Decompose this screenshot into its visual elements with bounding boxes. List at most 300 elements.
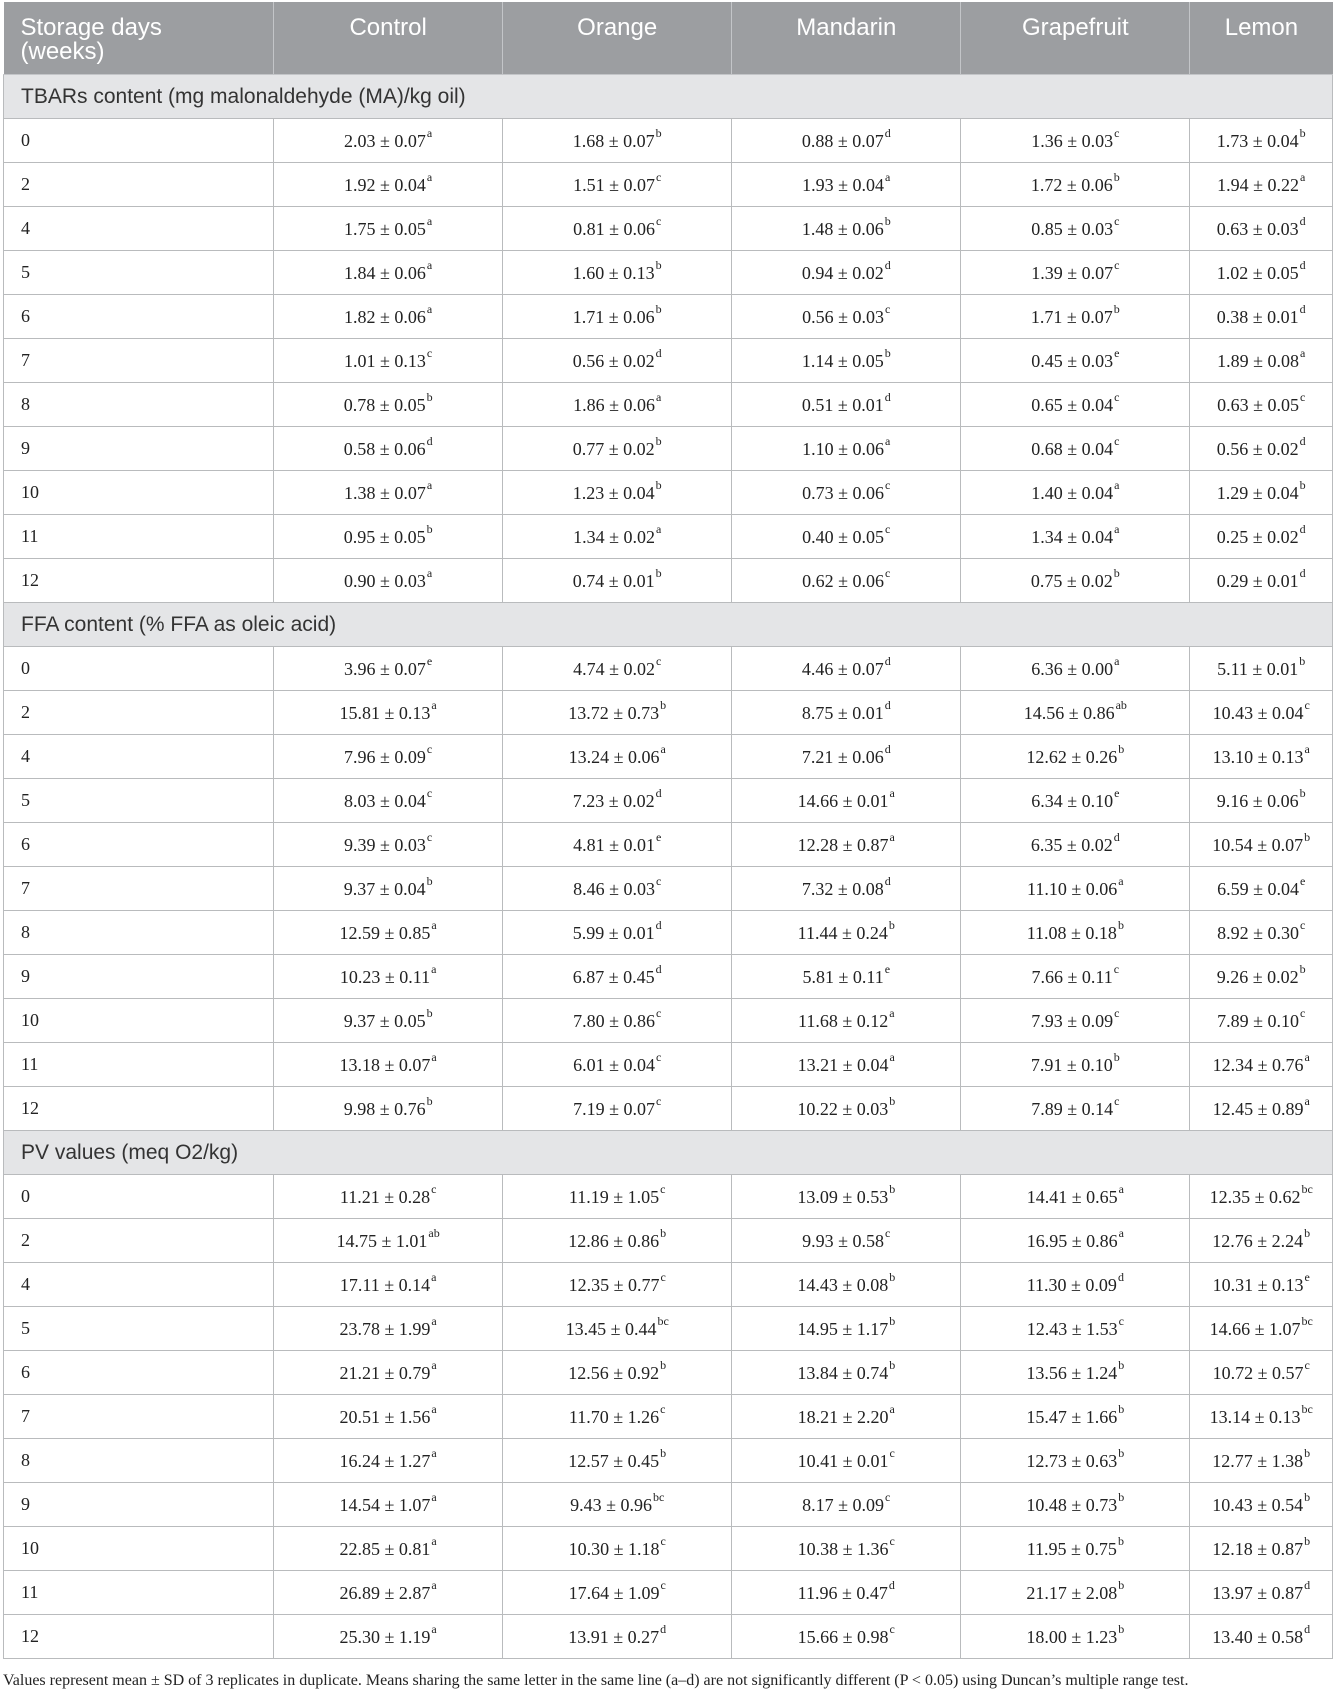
- significance-letter: a: [1118, 874, 1124, 888]
- storage-week-cell: 10: [4, 471, 274, 515]
- significance-letter: a: [1114, 478, 1120, 492]
- significance-letter: c: [1114, 126, 1120, 140]
- storage-week-cell: 8: [4, 911, 274, 955]
- mean-sd-value: 8.75 ± 0.01: [801, 703, 884, 723]
- storage-week-cell: 7: [4, 1395, 274, 1439]
- significance-letter: b: [655, 478, 662, 492]
- value-cell: [961, 207, 1190, 251]
- mean-sd-value: 0.63 ± 0.05: [1217, 395, 1299, 415]
- significance-letter: c: [1118, 1314, 1124, 1328]
- mean-sd-value: 0.25 ± 0.02: [1216, 527, 1299, 547]
- significance-letter: a: [1299, 170, 1306, 184]
- value-cell: [732, 1615, 961, 1659]
- mean-sd-value: 13.97 ± 0.87: [1212, 1583, 1304, 1603]
- significance-letter: a: [655, 522, 662, 536]
- mean-sd-value: 11.44 ± 0.24: [797, 923, 888, 943]
- value-cell: [1190, 207, 1333, 251]
- significance-letter: b: [426, 1094, 433, 1108]
- mean-sd-value: 26.89 ± 2.87: [339, 1583, 431, 1603]
- value-cell: [1190, 119, 1333, 163]
- significance-letter: d: [884, 258, 891, 272]
- mean-sd-value: 1.48 ± 0.06: [801, 219, 884, 239]
- significance-letter: b: [1117, 1534, 1124, 1548]
- significance-letter: a: [431, 1446, 437, 1460]
- section-title: TBARs content (mg malonaldehyde (MA)/kg oil): [4, 75, 1333, 119]
- mean-sd-value: 22.85 ± 0.81: [339, 1539, 431, 1559]
- mean-sd-value: 0.51 ± 0.01: [801, 395, 884, 415]
- value-cell: [1190, 823, 1333, 867]
- mean-sd-value: 1.60 ± 0.13: [572, 263, 655, 283]
- mean-sd-value: 0.81 ± 0.06: [573, 219, 655, 239]
- data-table: [3, 2, 1333, 1659]
- significance-letter: c: [1299, 1006, 1306, 1020]
- storage-week-cell: 6: [4, 295, 274, 339]
- mean-sd-value: 1.84 ± 0.06: [344, 263, 426, 283]
- mean-sd-value: 10.38 ± 1.36: [797, 1539, 889, 1559]
- significance-letter: b: [1118, 1402, 1125, 1416]
- value-cell: [732, 383, 961, 427]
- table-row: [4, 163, 1333, 207]
- mean-sd-value: 12.43 ± 1.53: [1026, 1319, 1118, 1339]
- value-cell: [503, 1087, 732, 1131]
- mean-sd-value: 10.54 ± 0.07: [1212, 835, 1304, 855]
- value-cell: [732, 427, 961, 471]
- mean-sd-value: 0.40 ± 0.05: [802, 527, 885, 547]
- mean-sd-value: 0.75 ± 0.02: [1030, 571, 1113, 591]
- significance-letter: e: [655, 830, 662, 844]
- value-cell: [274, 1439, 503, 1483]
- significance-letter: b: [1304, 1490, 1311, 1504]
- value-cell: [274, 339, 503, 383]
- value-cell: [1190, 1263, 1333, 1307]
- value-cell: [732, 207, 961, 251]
- value-cell: [732, 779, 961, 823]
- significance-letter: a: [426, 566, 433, 580]
- value-cell: [503, 779, 732, 823]
- value-cell: [274, 735, 503, 779]
- value-cell: [961, 1219, 1190, 1263]
- value-cell: [961, 1087, 1190, 1131]
- mean-sd-value: 14.56 ± 0.86: [1023, 703, 1115, 723]
- table-row: [4, 251, 1333, 295]
- value-cell: [1190, 471, 1333, 515]
- value-cell: [732, 251, 961, 295]
- value-cell: [1190, 251, 1333, 295]
- value-cell: [503, 427, 732, 471]
- value-cell: [961, 163, 1190, 207]
- significance-letter: c: [885, 302, 891, 316]
- significance-letter: a: [885, 434, 891, 448]
- mean-sd-value: 0.56 ± 0.02: [1216, 439, 1299, 459]
- value-cell: [503, 823, 732, 867]
- value-cell: [1190, 1483, 1333, 1527]
- mean-sd-value: 0.56 ± 0.02: [572, 351, 655, 371]
- mean-sd-value: 1.23 ± 0.04: [572, 483, 655, 503]
- significance-letter: c: [660, 1578, 666, 1592]
- storage-week-cell: 7: [4, 339, 274, 383]
- mean-sd-value: 7.19 ± 0.07: [573, 1099, 655, 1119]
- value-cell: [961, 1175, 1190, 1219]
- significance-letter: b: [1299, 786, 1306, 800]
- storage-week-cell: 4: [4, 1263, 274, 1307]
- value-cell: [503, 1439, 732, 1483]
- mean-sd-value: 1.94 ± 0.22: [1217, 175, 1299, 195]
- storage-week-cell: 4: [4, 735, 274, 779]
- mean-sd-value: 10.31 ± 0.13: [1212, 1275, 1304, 1295]
- mean-sd-value: 13.18 ± 0.07: [339, 1055, 431, 1075]
- significance-letter: a: [426, 302, 433, 316]
- significance-letter: b: [1118, 1622, 1125, 1636]
- value-cell: [1190, 559, 1333, 603]
- value-cell: [1190, 955, 1333, 999]
- mean-sd-value: 11.08 ± 0.18: [1026, 923, 1117, 943]
- value-cell: [961, 911, 1190, 955]
- value-cell: [1190, 999, 1333, 1043]
- value-cell: [274, 1527, 503, 1571]
- table-row: [4, 647, 1333, 691]
- significance-letter: c: [426, 742, 433, 756]
- significance-letter: b: [889, 1314, 896, 1328]
- value-cell: [274, 999, 503, 1043]
- value-cell: [274, 1483, 503, 1527]
- mean-sd-value: 12.73 ± 0.63: [1026, 1451, 1118, 1471]
- mean-sd-value: 11.10 ± 0.06: [1027, 879, 1118, 899]
- value-cell: [274, 867, 503, 911]
- mean-sd-value: 11.30 ± 0.09: [1026, 1275, 1117, 1295]
- mean-sd-value: 2.03 ± 0.07: [344, 131, 426, 151]
- value-cell: [274, 295, 503, 339]
- section-title: FFA content (% FFA as oleic acid): [4, 603, 1333, 647]
- value-cell: [503, 647, 732, 691]
- significance-letter: a: [1114, 522, 1120, 536]
- value-cell: [961, 999, 1190, 1043]
- value-cell: [1190, 691, 1333, 735]
- value-cell: [1190, 1615, 1333, 1659]
- significance-letter: c: [889, 1622, 895, 1636]
- significance-letter: a: [431, 1490, 437, 1504]
- value-cell: [961, 1395, 1190, 1439]
- mean-sd-value: 1.51 ± 0.07: [573, 175, 655, 195]
- mean-sd-value: 1.89 ± 0.08: [1217, 351, 1299, 371]
- significance-letter: b: [889, 1094, 896, 1108]
- value-cell: [732, 339, 961, 383]
- mean-sd-value: 7.32 ± 0.08: [801, 879, 884, 899]
- significance-letter: a: [426, 258, 433, 272]
- significance-letter: c: [1114, 390, 1120, 404]
- table-row: [4, 1439, 1333, 1483]
- significance-letter: c: [1114, 214, 1120, 228]
- significance-letter: c: [660, 1182, 666, 1196]
- significance-letter: c: [1304, 1358, 1310, 1372]
- value-cell: [961, 691, 1190, 735]
- significance-letter: c: [885, 566, 891, 580]
- storage-week-cell: 11: [4, 515, 274, 559]
- significance-letter: d: [655, 962, 662, 976]
- mean-sd-value: 8.03 ± 0.04: [344, 791, 426, 811]
- significance-letter: d: [884, 698, 891, 712]
- value-cell: [503, 515, 732, 559]
- mean-sd-value: 1.92 ± 0.04: [344, 175, 426, 195]
- mean-sd-value: 9.98 ± 0.76: [343, 1099, 426, 1119]
- column-header-label: Storage days (weeks): [20, 14, 162, 65]
- significance-letter: c: [660, 1270, 666, 1284]
- value-cell: [961, 295, 1190, 339]
- header-row: [4, 2, 1333, 75]
- table-row: [4, 1043, 1333, 1087]
- table-row: [4, 1087, 1333, 1131]
- value-cell: [732, 119, 961, 163]
- mean-sd-value: 7.89 ± 0.10: [1217, 1011, 1299, 1031]
- value-cell: [1190, 1439, 1333, 1483]
- value-cell: [732, 867, 961, 911]
- column-header-label: Orange: [577, 14, 658, 41]
- mean-sd-value: 6.59 ± 0.04: [1217, 879, 1299, 899]
- significance-letter: a: [889, 786, 895, 800]
- value-cell: [961, 647, 1190, 691]
- significance-letter: b: [426, 390, 433, 404]
- mean-sd-value: 9.93 ± 0.58: [802, 1231, 885, 1251]
- significance-letter: c: [655, 654, 662, 668]
- significance-letter: a: [431, 1578, 437, 1592]
- storage-week-cell: 0: [4, 647, 274, 691]
- mean-sd-value: 15.66 ± 0.98: [797, 1627, 889, 1647]
- value-cell: [274, 1043, 503, 1087]
- significance-letter: a: [431, 1402, 437, 1416]
- significance-letter: b: [1118, 1578, 1125, 1592]
- mean-sd-value: 0.77 ± 0.02: [572, 439, 655, 459]
- storage-week-cell: 10: [4, 999, 274, 1043]
- mean-sd-value: 13.45 ± 0.44: [565, 1319, 657, 1339]
- significance-letter: c: [885, 1490, 891, 1504]
- value-cell: [961, 823, 1190, 867]
- value-cell: [503, 1571, 732, 1615]
- significance-letter: b: [655, 434, 662, 448]
- mean-sd-value: 5.11 ± 0.01: [1217, 659, 1299, 679]
- significance-letter: c: [889, 1534, 895, 1548]
- significance-letter: e: [426, 654, 433, 668]
- mean-sd-value: 12.86 ± 0.86: [568, 1231, 660, 1251]
- significance-letter: b: [1113, 1050, 1120, 1064]
- significance-letter: b: [1113, 566, 1120, 580]
- table-row: [4, 867, 1333, 911]
- significance-letter: a: [431, 1622, 437, 1636]
- value-cell: [732, 163, 961, 207]
- value-cell: [732, 1175, 961, 1219]
- value-cell: [274, 1219, 503, 1263]
- table-row: [4, 999, 1333, 1043]
- table-row: [4, 119, 1333, 163]
- significance-letter: a: [431, 1050, 437, 1064]
- mean-sd-value: 12.34 ± 0.76: [1212, 1055, 1304, 1075]
- section-header-row: [4, 603, 1333, 647]
- significance-letter: b: [660, 698, 667, 712]
- value-cell: [961, 1527, 1190, 1571]
- mean-sd-value: 15.47 ± 1.66: [1026, 1407, 1118, 1427]
- storage-week-cell: 8: [4, 1439, 274, 1483]
- column-header-lemon: [1190, 2, 1333, 75]
- mean-sd-value: 4.46 ± 0.07: [801, 659, 884, 679]
- value-cell: [732, 1395, 961, 1439]
- mean-sd-value: 15.81 ± 0.13: [339, 703, 431, 723]
- mean-sd-value: 0.63 ± 0.03: [1216, 219, 1299, 239]
- value-cell: [732, 955, 961, 999]
- storage-week-cell: 12: [4, 1615, 274, 1659]
- significance-letter: d: [1299, 522, 1306, 536]
- significance-letter: c: [655, 1050, 662, 1064]
- mean-sd-value: 10.22 ± 0.03: [797, 1099, 889, 1119]
- mean-sd-value: 7.80 ± 0.86: [573, 1011, 655, 1031]
- mean-sd-value: 3.96 ± 0.07: [344, 659, 426, 679]
- storage-week-cell: 12: [4, 1087, 274, 1131]
- mean-sd-value: 1.29 ± 0.04: [1216, 483, 1299, 503]
- significance-letter: b: [1118, 1446, 1125, 1460]
- significance-letter: b: [655, 302, 662, 316]
- storage-week-cell: 5: [4, 251, 274, 295]
- mean-sd-value: 0.94 ± 0.02: [801, 263, 884, 283]
- significance-letter: e: [1114, 346, 1120, 360]
- mean-sd-value: 0.78 ± 0.05: [343, 395, 426, 415]
- value-cell: [503, 339, 732, 383]
- mean-sd-value: 0.68 ± 0.04: [1031, 439, 1114, 459]
- column-header-label: Lemon: [1224, 14, 1299, 41]
- significance-letter: d: [884, 742, 891, 756]
- mean-sd-value: 11.96 ± 0.47: [797, 1583, 888, 1603]
- mean-sd-value: 4.74 ± 0.02: [573, 659, 655, 679]
- mean-sd-value: 11.19 ± 1.05: [568, 1187, 660, 1207]
- mean-sd-value: 13.09 ± 0.53: [797, 1187, 889, 1207]
- value-cell: [503, 999, 732, 1043]
- value-cell: [274, 1175, 503, 1219]
- significance-letter: b: [426, 874, 433, 888]
- value-cell: [274, 1307, 503, 1351]
- table-row: [4, 1395, 1333, 1439]
- mean-sd-value: 13.91 ± 0.27: [568, 1627, 660, 1647]
- mean-sd-value: 10.23 ± 0.11: [339, 967, 431, 987]
- mean-sd-value: 9.43 ± 0.96: [570, 1495, 652, 1515]
- table-footnote: Values represent mean ± SD of 3 replicates in duplicate. Means sharing the same letter in the same line (a–d) are not significantly different (P < 0.05) using Duncan’s multiple range test.: [3, 1672, 1189, 1689]
- mean-sd-value: 17.11 ± 0.14: [339, 1275, 431, 1295]
- value-cell: [503, 911, 732, 955]
- significance-letter: a: [426, 478, 433, 492]
- mean-sd-value: 17.64 ± 1.09: [568, 1583, 660, 1603]
- significance-letter: c: [655, 1006, 662, 1020]
- value-cell: [732, 471, 961, 515]
- mean-sd-value: 1.71 ± 0.06: [572, 307, 655, 327]
- significance-letter: e: [884, 962, 891, 976]
- mean-sd-value: 13.72 ± 0.73: [568, 703, 660, 723]
- significance-letter: a: [431, 1358, 437, 1372]
- significance-letter: a: [1304, 742, 1310, 756]
- mean-sd-value: 1.86 ± 0.06: [573, 395, 655, 415]
- mean-sd-value: 0.88 ± 0.07: [801, 131, 884, 151]
- value-cell: [732, 1087, 961, 1131]
- mean-sd-value: 10.48 ± 0.73: [1026, 1495, 1118, 1515]
- value-cell: [732, 647, 961, 691]
- significance-letter: d: [884, 390, 891, 404]
- value-cell: [732, 1351, 961, 1395]
- significance-letter: a: [431, 698, 437, 712]
- section-header-row: [4, 1131, 1333, 1175]
- significance-letter: b: [1304, 1226, 1311, 1240]
- significance-letter: c: [1304, 698, 1310, 712]
- table-row: [4, 383, 1333, 427]
- storage-week-cell: 8: [4, 383, 274, 427]
- mean-sd-value: 0.38 ± 0.01: [1216, 307, 1299, 327]
- value-cell: [274, 1615, 503, 1659]
- significance-letter: a: [1118, 1182, 1124, 1196]
- table-row: [4, 339, 1333, 383]
- value-cell: [503, 1351, 732, 1395]
- value-cell: [274, 691, 503, 735]
- significance-letter: c: [660, 1534, 666, 1548]
- storage-week-cell: 5: [4, 1307, 274, 1351]
- mean-sd-value: 1.82 ± 0.06: [344, 307, 426, 327]
- table-row: [4, 823, 1333, 867]
- value-cell: [503, 207, 732, 251]
- significance-letter: d: [1304, 1578, 1311, 1592]
- significance-letter: b: [655, 566, 662, 580]
- value-cell: [1190, 1219, 1333, 1263]
- mean-sd-value: 13.10 ± 0.13: [1212, 747, 1304, 767]
- significance-letter: b: [1304, 1534, 1311, 1548]
- value-cell: [503, 471, 732, 515]
- table-row: [4, 955, 1333, 999]
- significance-letter: c: [1114, 1006, 1120, 1020]
- storage-week-cell: 10: [4, 1527, 274, 1571]
- significance-letter: ab: [1115, 698, 1127, 712]
- mean-sd-value: 8.17 ± 0.09: [802, 1495, 885, 1515]
- mean-sd-value: 25.30 ± 1.19: [339, 1627, 431, 1647]
- mean-sd-value: 6.87 ± 0.45: [572, 967, 655, 987]
- value-cell: [961, 339, 1190, 383]
- table-row: [4, 1615, 1333, 1659]
- significance-letter: a: [889, 1402, 895, 1416]
- mean-sd-value: 11.70 ± 1.26: [568, 1407, 660, 1427]
- value-cell: [274, 427, 503, 471]
- mean-sd-value: 1.10 ± 0.06: [802, 439, 885, 459]
- mean-sd-value: 10.72 ± 0.57: [1212, 1363, 1304, 1383]
- significance-letter: bc: [652, 1490, 665, 1504]
- mean-sd-value: 21.17 ± 2.08: [1026, 1583, 1118, 1603]
- mean-sd-value: 11.95 ± 0.75: [1026, 1539, 1117, 1559]
- column-header-label: Grapefruit: [1021, 14, 1129, 41]
- mean-sd-value: 13.14 ± 0.13: [1209, 1407, 1301, 1427]
- significance-letter: c: [426, 346, 433, 360]
- table-row: [4, 1175, 1333, 1219]
- mean-sd-value: 14.75 ± 1.01: [336, 1231, 428, 1251]
- table-row: [4, 1219, 1333, 1263]
- mean-sd-value: 12.45 ± 0.89: [1212, 1099, 1304, 1119]
- mean-sd-value: 8.46 ± 0.03: [573, 879, 655, 899]
- significance-letter: a: [1114, 654, 1120, 668]
- value-cell: [961, 515, 1190, 559]
- mean-sd-value: 1.93 ± 0.04: [802, 175, 885, 195]
- value-cell: [274, 251, 503, 295]
- table-row: [4, 911, 1333, 955]
- table-row: [4, 515, 1333, 559]
- value-cell: [503, 955, 732, 999]
- mean-sd-value: 18.00 ± 1.23: [1026, 1627, 1118, 1647]
- significance-letter: c: [1299, 390, 1306, 404]
- mean-sd-value: 20.51 ± 1.56: [339, 1407, 431, 1427]
- value-cell: [1190, 779, 1333, 823]
- value-cell: [732, 295, 961, 339]
- significance-letter: b: [660, 1226, 667, 1240]
- value-cell: [961, 1439, 1190, 1483]
- value-cell: [274, 955, 503, 999]
- significance-letter: a: [1304, 1094, 1310, 1108]
- mean-sd-value: 0.85 ± 0.03: [1031, 219, 1114, 239]
